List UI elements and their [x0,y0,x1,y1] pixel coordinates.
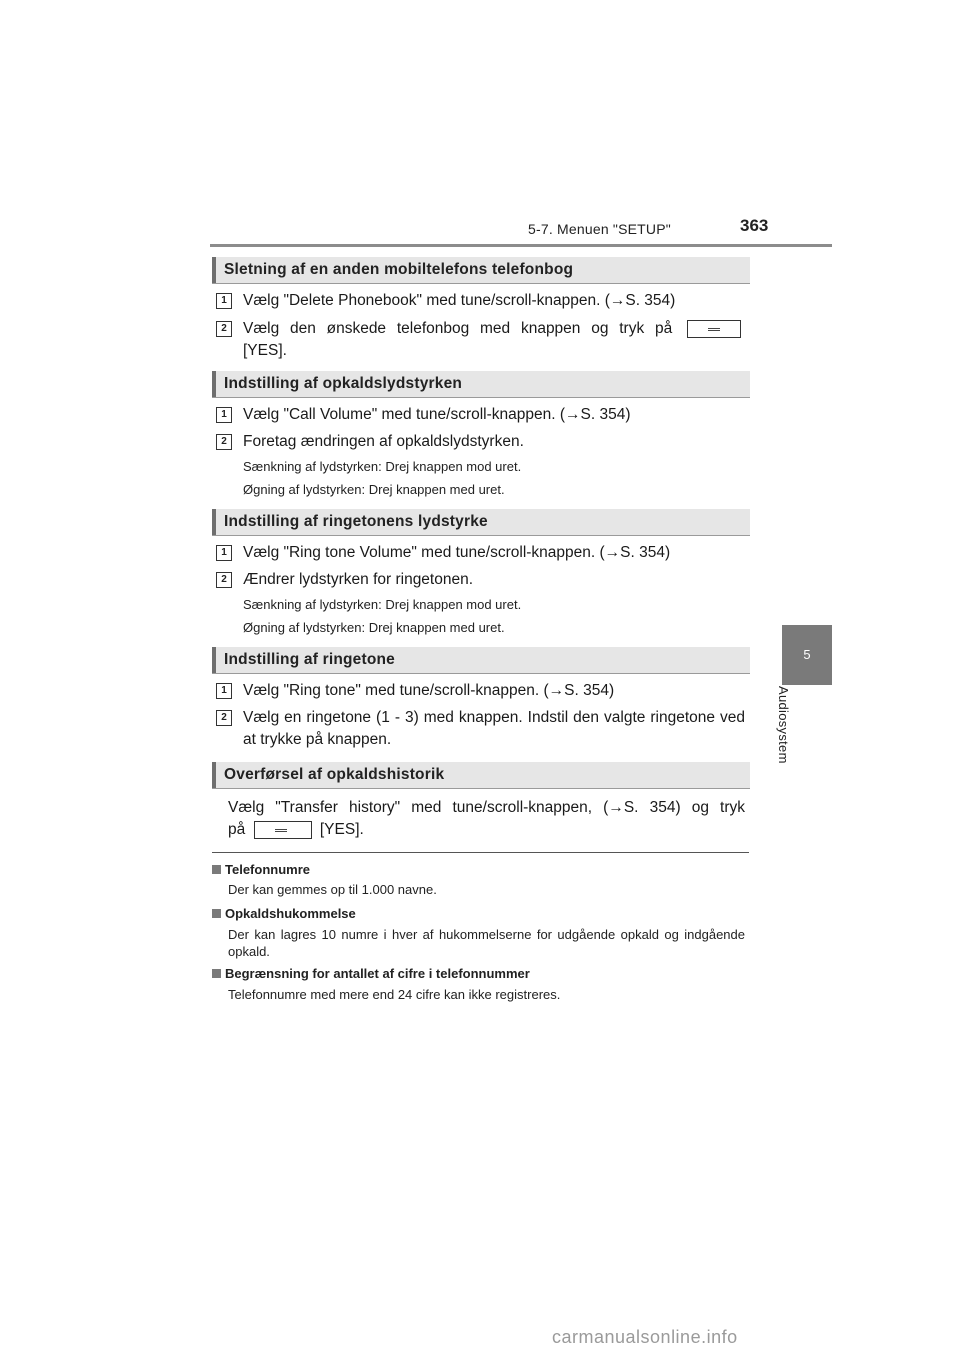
chapter-label [776,686,816,786]
step-badge: 2 [216,434,232,450]
section-heading [212,371,750,398]
step-text: Foretag ændringen af opkaldslydstyrken. [243,433,524,450]
section-heading [212,647,750,674]
step-badge: 1 [216,407,232,423]
detail-text: Sænkning af lydstyrken: Drej knappen mod uret. [243,597,522,612]
body-text-before: på [228,821,246,838]
detail-text: Øgning af lydstyrken: Drej knappen med uret. [243,482,505,497]
step-text [243,318,745,340]
step-text-before: Vælg den ønskede telefonbog med knappen og tryk på [243,320,673,337]
section-heading-text: Indstilling af ringetone [224,651,395,668]
step-badge: 1 [216,683,232,699]
step-badge: 1 [216,545,232,561]
section-heading-text: Sletning af en anden mobiltelefons telefonbog [224,261,574,278]
note-text: Der kan gemmes op til 1.000 navne. [228,882,437,897]
section-heading-text: Indstilling af opkaldslydstyrken [224,375,463,392]
note-text: Der kan lagres 10 numre i hver af hukommelserne for udgående opkald og indgående opkald. [228,927,745,959]
chapter-label-text: Audiosystem [776,686,791,764]
detail-text: Sænkning af lydstyrken: Drej knappen mod uret. [243,459,522,474]
note-title [212,906,356,921]
chapter-tab[interactable] [782,625,832,685]
step-text: Vælg "Ring tone" med tune/scroll-knappen. (→S. 354) [243,682,615,699]
square-bullet-icon [212,865,221,874]
chapter-number: 5 [803,647,811,662]
section-heading-text: Indstilling af ringetonens lydstyrke [224,513,488,530]
body-text-after: [YES]. [319,821,364,838]
detail-text: Øgning af lydstyrken: Drej knappen med uret. [243,620,505,635]
notes-divider [212,852,749,853]
step-badge: 2 [216,321,232,337]
note-title [212,966,530,981]
page-number: 363 [740,216,769,235]
section-heading [212,509,750,536]
step-text: Ændrer lydstyrken for ringetonen. [243,571,474,588]
section-heading [212,257,750,284]
watermark: carmanualsonline.info [552,1327,738,1347]
square-bullet-icon [212,969,221,978]
section-header: 5-7. Menuen "SETUP" [528,221,671,237]
step-badge: 2 [216,710,232,726]
step-text: Vælg "Delete Phonebook" med tune/scroll-knappen. (→S. 354) [243,292,676,309]
phone-button-icon [254,821,312,839]
section-heading [212,762,750,789]
phone-button-icon [687,320,741,338]
note-title-text: Opkaldshukommelse [225,906,356,921]
step-badge: 1 [216,293,232,309]
note-title-text: Begrænsning for antallet af cifre i telefonnummer [225,966,530,981]
header-rule [210,244,832,247]
square-bullet-icon [212,909,221,918]
note-title [212,862,310,877]
section-body-cont [228,819,730,841]
step-text: Vælg "Ring tone Volume" med tune/scroll-knappen. (→S. 354) [243,544,671,561]
note-title-text: Telefonnumre [225,862,310,877]
section-heading-text: Overførsel af opkaldshistorik [224,766,445,783]
step-text: Vælg en ringetone (1 - 3) med knappen. Indstil den valgte ringetone ved at trykke på knappen. [243,709,745,748]
step-badge: 2 [216,572,232,588]
note-text: Telefonnumre med mere end 24 cifre kan ikke registreres. [228,987,561,1002]
step-text-cont: [YES]. [243,342,287,359]
step-text: Vælg "Call Volume" med tune/scroll-knappen. (→S. 354) [243,406,631,423]
section-body: Vælg "Transfer history" med tune/scroll-knappen, (→S. 354) og tryk [228,799,745,816]
